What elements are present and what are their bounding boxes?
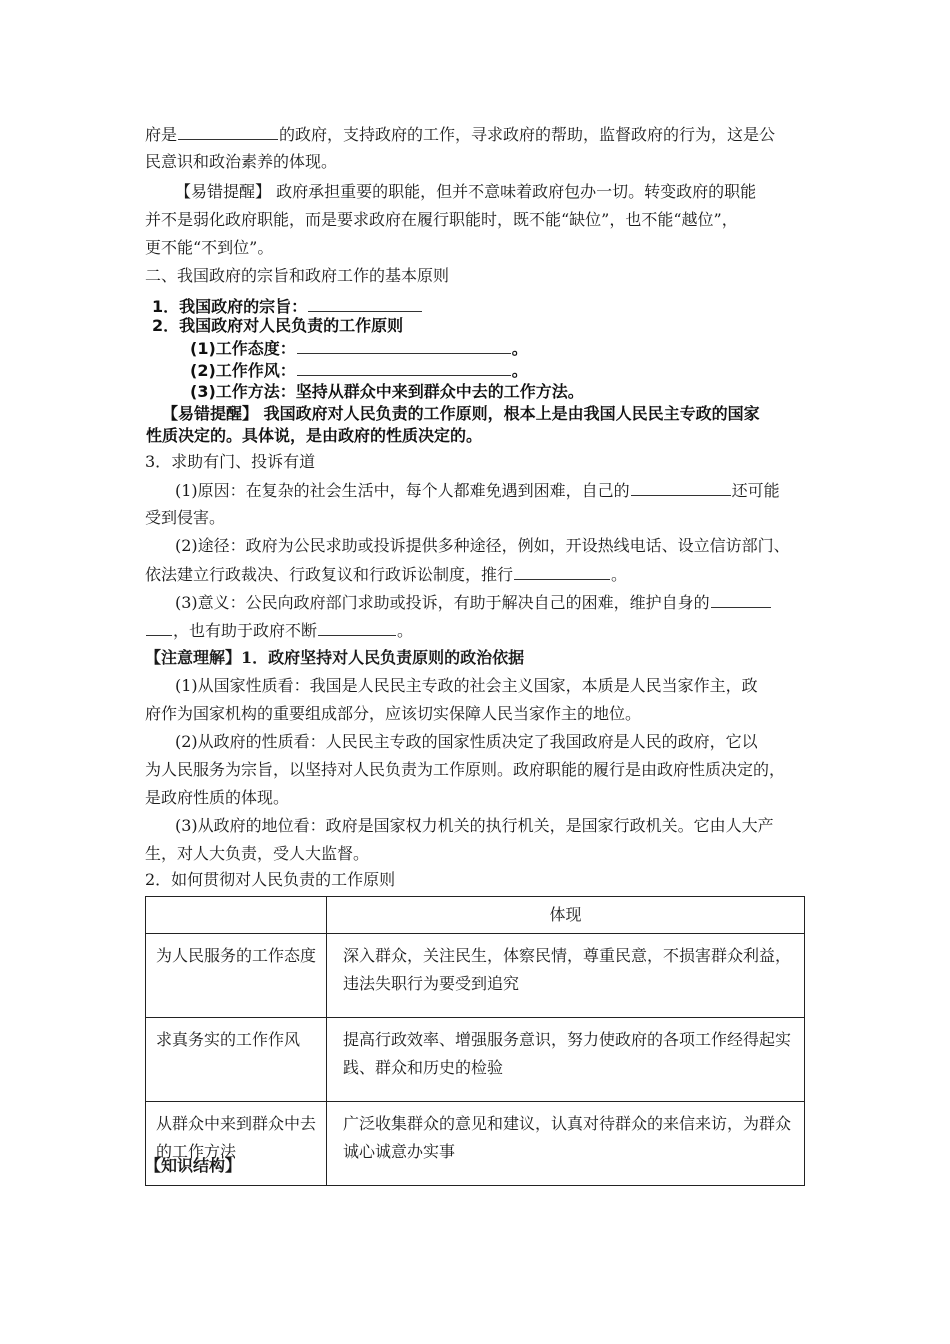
- fill-blank: [308, 296, 422, 312]
- paragraph-line: 民意识和政治素养的体现。: [145, 152, 338, 171]
- fill-blank: [297, 338, 511, 354]
- fill-blank: [146, 620, 172, 636]
- header-cell: [146, 897, 327, 934]
- fill-blank: [631, 480, 731, 496]
- text: 。: [397, 621, 414, 640]
- scan-line: 性质决定的。具体说，是由政府的性质决定的。: [146, 426, 483, 445]
- text: 。: [511, 361, 528, 380]
- principle-cell: 为人民服务的工作态度: [146, 934, 327, 1018]
- detail-cell: 广泛收集群众的意见和建议，认真对待群众的来信来访，为群众诚心诚意办实事: [327, 1102, 805, 1186]
- detail-cell: 提高行政效率、增强服务意识，努力使政府的各项工作经得起实践、群众和历史的检验: [327, 1018, 805, 1102]
- table-header-row: [146, 897, 805, 934]
- text: (2)工作作风：: [190, 361, 296, 380]
- text: 的政府，支持政府的工作，寻求政府的帮助，监督政府的行为，这是公: [279, 125, 776, 144]
- scan-line: [190, 360, 528, 381]
- warning-tag: 【易错提醒】: [162, 404, 259, 423]
- question-heading: 2．如何贯彻对人民负责的工作原则: [145, 870, 396, 889]
- paragraph-line: [145, 124, 775, 145]
- fill-blank: [514, 564, 610, 580]
- paragraph-line: [175, 480, 780, 501]
- paragraph-line: [175, 182, 756, 202]
- text: 府是: [145, 125, 178, 144]
- header-cell: 体现: [327, 897, 805, 934]
- text: (1)原因：在复杂的社会生活中，每个人都难免遇到困难，自己的: [175, 481, 630, 500]
- note-heading: [145, 648, 524, 668]
- paragraph-line: 是政府性质的体现。: [145, 788, 290, 807]
- fill-blank: [178, 124, 278, 140]
- text: (1)工作态度：: [190, 339, 296, 358]
- text: 我国政府对人民负责的工作原则，根本上是由我国人民民主专政的国家: [263, 404, 760, 423]
- note-title: 1．政府坚持对人民负责原则的政治依据: [241, 648, 525, 667]
- table-row: [146, 1102, 805, 1186]
- scan-line: (3)工作方法：坚持从群众中来到群众中去的工作方法。: [190, 382, 584, 401]
- text: 还可能: [731, 481, 780, 500]
- paragraph-line: 受到侵害。: [145, 508, 226, 527]
- paragraph-line: 为人民服务为宗旨，以坚持对人民负责为工作原则。政府职能的履行是由政府性质决定的，: [145, 760, 786, 779]
- knowledge-structure-heading: 【知识结构】: [145, 1156, 242, 1175]
- fill-blank: [318, 620, 396, 636]
- paragraph-line: 更不能“不到位”。: [145, 238, 274, 257]
- paragraph-line: (3)从政府的地位看：政府是国家权力机关的执行机关，是国家行政机关。它由人大产: [175, 816, 774, 835]
- text: 依法建立行政裁决、行政复议和行政诉讼制度，推行: [145, 565, 514, 584]
- paragraph-line: (2)途径：政府为公民求助或投诉提供多种途径，例如，开设热线电话、设立信访部门、: [175, 536, 790, 555]
- text: ，也有助于政府不断: [173, 621, 318, 640]
- table-row: [146, 934, 805, 1018]
- paragraph-line: [175, 592, 772, 613]
- table-row: [146, 1018, 805, 1102]
- text: (3)意义：公民向政府部门求助或投诉，有助于解决自己的困难，维护自身的: [175, 593, 710, 612]
- text: 1．我国政府的宗旨：: [152, 297, 308, 316]
- detail-cell: 深入群众，关注民生，体察民情，尊重民意，不损害群众利益，违法失职行为要受到追究: [327, 934, 805, 1018]
- paragraph-line: (1)从国家性质看：我国是人民民主专政的社会主义国家，本质是人民当家作主，政: [175, 676, 758, 695]
- text: 。: [611, 565, 628, 584]
- principle-cell: 求真务实的工作作风: [146, 1018, 327, 1102]
- scan-line: 2．我国政府对人民负责的工作原则: [152, 316, 404, 335]
- principles-table: [145, 896, 805, 1186]
- note-tag: 【注意理解】: [145, 648, 242, 667]
- warning-tag: 【易错提醒】: [175, 182, 272, 201]
- paragraph-line: 生，对人大负责，受人大监督。: [145, 844, 370, 863]
- scan-line: [190, 338, 528, 359]
- paragraph-line: (2)从政府的性质看：人民民主专政的国家性质决定了我国政府是人民的政府，它以: [175, 732, 758, 751]
- paragraph-line: [145, 564, 627, 585]
- fill-blank: [297, 360, 511, 376]
- fill-blank: [711, 592, 771, 608]
- paragraph-line: [145, 620, 413, 641]
- text: 。: [511, 339, 528, 358]
- paragraph-line: 府作为国家机构的重要组成部分，应该切实保障人民当家作主的地位。: [145, 704, 642, 723]
- scan-line: [152, 296, 423, 317]
- principle-cell: 从群众中来到群众中去的工作方法: [146, 1102, 327, 1186]
- scan-line: [162, 404, 760, 424]
- section-heading: 二、我国政府的宗旨和政府工作的基本原则: [145, 266, 450, 285]
- section-heading: 3．求助有门、投诉有道: [145, 452, 316, 471]
- text: 政府承担重要的职能，但并不意味着政府包办一切。转变政府的职能: [276, 182, 757, 201]
- paragraph-line: 并不是弱化政府职能，而是要求政府在履行职能时，既不能“缺位”，也不能“越位”，: [145, 210, 738, 229]
